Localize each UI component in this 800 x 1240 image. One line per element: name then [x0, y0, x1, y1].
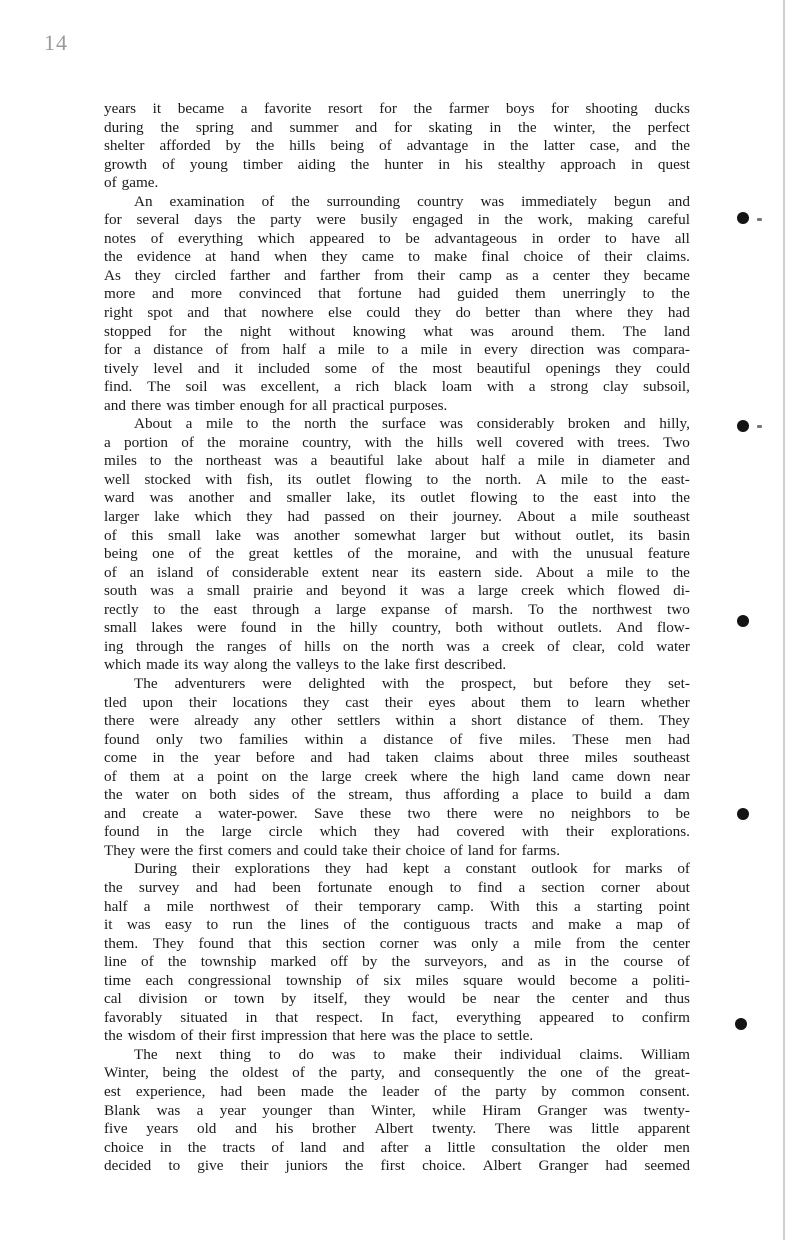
- text-line: years it became a favorite resort for the farmer boys for shooting ducks: [104, 100, 690, 117]
- text-line: During their explorations they had kept a constant outlook for marks of: [134, 860, 690, 878]
- text-line: of an island of considerable extent near its eastern side. About a mile to the: [104, 563, 690, 581]
- text-line: there were already any other settlers within a short distance of them. They: [104, 712, 690, 730]
- text-line: cal division or town by itself, they would be near the center and thus: [104, 990, 690, 1008]
- text-line: and there was timber enough for all practical purposes.: [104, 396, 448, 414]
- text-line: of game.: [104, 174, 159, 192]
- text-line: ing through the ranges of hills on the north was a creek of clear, cold water: [104, 637, 690, 655]
- text-line: for a distance of from half a mile to a mile in every direction was compara-: [104, 341, 690, 359]
- text-line: Winter, being the oldest of the party, and consequently the one of the great-: [104, 1064, 690, 1082]
- text-line: come in the year before and had taken claims about three miles southeast: [104, 749, 690, 767]
- text-line: shelter afforded by the hills being of advantage in the latter case, and the: [104, 137, 690, 155]
- text-line: south was a small prairie and beyond it was a large creek which flowed di-: [104, 582, 690, 600]
- text-line: An examination of the surrounding country was immediately begun and: [134, 192, 690, 210]
- punch-hole: [735, 1018, 747, 1030]
- text-line: tled upon their locations they cast their eyes about them to learn whether: [104, 693, 690, 711]
- text-line: a portion of the moraine country, with the hills well covered with trees. Two: [104, 433, 690, 451]
- text-line: decided to give their juniors the first choice. Albert Granger had seemed: [104, 1157, 690, 1175]
- text-line: five years old and his brother Albert twenty. There was little apparent: [104, 1120, 690, 1138]
- punch-hole: [737, 615, 749, 627]
- text-line: As they circled farther and farther from their camp as a center they became: [104, 266, 690, 284]
- text-line: found only two families within a distance of five miles. These men had: [104, 730, 690, 748]
- text-line: ward was another and smaller lake, its outlet flowing to the east into the: [104, 489, 690, 507]
- text-line: found in the large circle which they had covered with their explorations.: [104, 823, 690, 841]
- scan-mark: [757, 218, 762, 221]
- text-line: being one of the great kettles of the moraine, and with the unusual feature: [104, 545, 690, 563]
- punch-hole: [737, 808, 749, 820]
- text-line: find. The soil was excellent, a rich black loam with a strong clay subsoil,: [104, 378, 690, 396]
- text-line: the wisdom of their first impression that here was the place to settle.: [104, 1027, 534, 1045]
- text-line: choice in the tracts of land and after a little consultation the older men: [104, 1138, 690, 1156]
- text-line: half a mile northwest of their temporary camp. With this a starting point: [104, 897, 690, 915]
- punch-hole: [737, 420, 749, 432]
- text-line: About a mile to the north the surface was considerably broken and hilly,: [134, 415, 690, 433]
- text-line: They were the first comers and could take their choice of land for farms.: [104, 841, 561, 859]
- text-line: it was easy to run the lines of the contiguous tracts and make a map of: [104, 916, 690, 934]
- text-line: of this small lake was another somewhat larger but without outlet, its basin: [104, 526, 690, 544]
- text-line: the evidence at hand when they came to make final choice of their claims.: [104, 248, 690, 266]
- text-line: which made its way along the valleys to the lake first described.: [104, 656, 507, 674]
- text-line: line of the township marked off by the surveyors, and as in the course of: [104, 953, 690, 971]
- page-number: 14: [44, 30, 68, 55]
- text-line: notes of everything which appeared to be advantageous in order to have all: [104, 229, 690, 247]
- text-line: The adventurers were delighted with the prospect, but before they set-: [134, 674, 690, 692]
- text-line: rectly to the east through a large expanse of marsh. To the northwest two: [104, 600, 690, 618]
- scan-mark: [757, 425, 762, 428]
- text-line: larger lake which they had passed on their journey. About a mile southeast: [104, 508, 690, 526]
- text-line: and create a water-power. Save these two there were no neighbors to be: [104, 804, 690, 822]
- text-line: the water on both sides of the stream, thus affording a place to build a dam: [104, 786, 690, 804]
- text-line: them. They found that this section corner was only a mile from the center: [104, 934, 690, 952]
- text-line: well stocked with fish, its outlet flowing to the north. A mile to the east-: [104, 470, 690, 488]
- text-line: miles to the northeast was a beautiful lake about half a mile in diameter and: [104, 452, 690, 470]
- body-text: [104, 100, 690, 1176]
- text-line: The next thing to do was to make their individual claims. William: [134, 1045, 690, 1063]
- text-line: tively level and it included some of the most beautiful openings they could: [104, 359, 690, 377]
- text-line: the survey and had been fortunate enough to find a section corner about: [104, 878, 690, 896]
- text-line: est experience, had been made the leader of the party by common consent.: [104, 1082, 690, 1100]
- text-line: stopped for the night without knowing what was around them. The land: [104, 322, 690, 340]
- text-line: during the spring and summer and for skating in the winter, the perfect: [104, 118, 690, 136]
- text-line: of them at a point on the large creek where the high land came down near: [104, 767, 690, 785]
- text-line: growth of young timber aiding the hunter in his stealthy approach in quest: [104, 155, 690, 173]
- text-line: for several days the party were busily engaged in the work, making careful: [104, 211, 690, 229]
- text-line: right spot and that nowhere else could they do better than where they had: [104, 304, 690, 322]
- text-line: more and more convinced that fortune had guided them unerringly to the: [104, 285, 690, 303]
- text-line: time each congressional township of six miles square would become a politi-: [104, 971, 690, 989]
- text-line: Blank was a year younger than Winter, while Hiram Granger was twenty-: [104, 1101, 690, 1119]
- punch-hole: [737, 212, 749, 224]
- page-edge: [783, 0, 785, 1240]
- text-line: small lakes were found in the hilly country, both without outlets. And flow-: [104, 619, 690, 637]
- text-line: favorably situated in that respect. In fact, everything appeared to confirm: [104, 1008, 690, 1026]
